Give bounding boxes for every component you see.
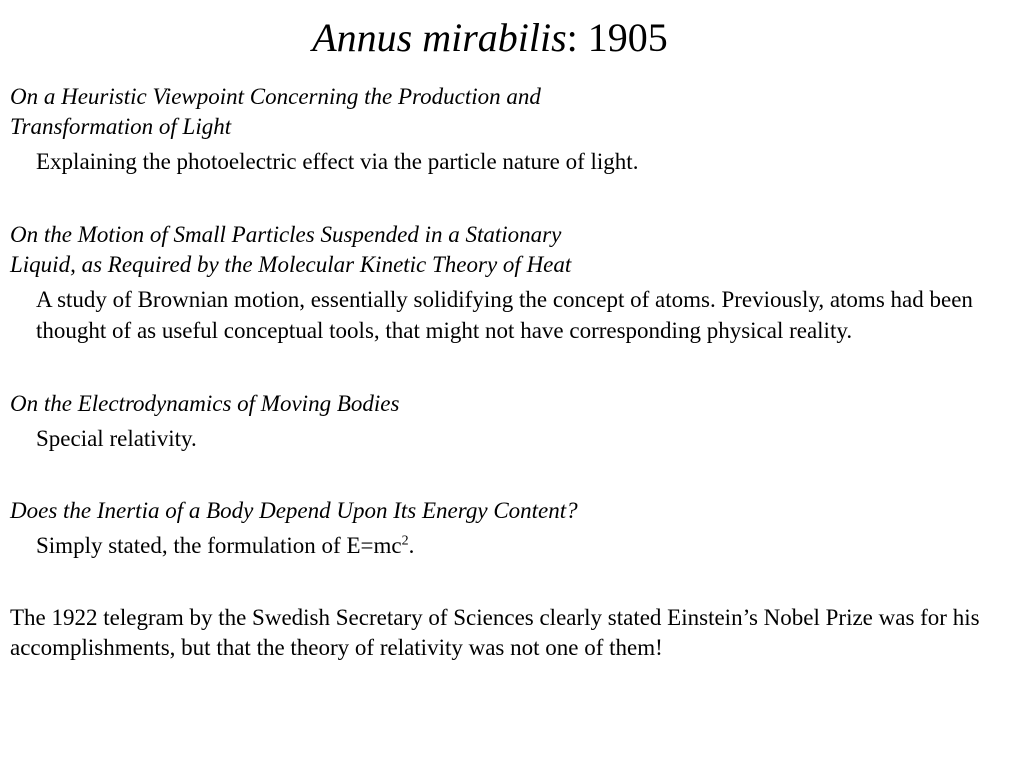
paper-description: Special relativity. xyxy=(36,426,197,451)
equation-text: Simply stated, the formulation of E=mc xyxy=(36,533,402,558)
spacer xyxy=(10,454,1018,496)
equation-period: . xyxy=(408,533,415,558)
spacer xyxy=(10,561,1018,603)
slide-content xyxy=(10,82,1018,663)
paper-item xyxy=(10,220,1018,346)
slide-title xyxy=(0,14,980,62)
equation-exponent: 2 xyxy=(401,533,409,549)
slide-title-main: Annus mirabilis xyxy=(312,15,567,60)
paper-item xyxy=(10,496,1018,561)
paper-description xyxy=(36,530,1018,561)
paper-title xyxy=(10,389,1018,419)
slide-title-year: : 1905 xyxy=(566,15,668,60)
paper-description: Explaining the photoelectric effect via the particle nature of light. xyxy=(36,149,639,174)
paper-title-line: On the Motion of Small Particles Suspended in a Stationary xyxy=(10,222,562,247)
paper-title xyxy=(10,82,1018,142)
paper-title-line: On a Heuristic Viewpoint Concerning the Production and xyxy=(10,84,541,109)
paper-title xyxy=(10,496,1018,526)
footer-note: The 1922 telegram by the Swedish Secretary of Sciences clearly stated Einstein’s Nobel Prize was for his accomplishments, but that the theory of relativity was not one of them! xyxy=(10,605,980,660)
paper-title-line: Transformation of Light xyxy=(10,114,232,139)
paper-title-line: Does the Inertia of a Body Depend Upon Its Energy Content? xyxy=(10,498,578,523)
paper-title xyxy=(10,220,1018,280)
paper-title-line: Liquid, as Required by the Molecular Kinetic Theory of Heat xyxy=(10,252,572,277)
paper-title-line: On the Electrodynamics of Moving Bodies xyxy=(10,391,400,416)
spacer xyxy=(10,177,1018,220)
spacer xyxy=(10,346,1018,389)
paper-item xyxy=(10,82,1018,177)
paper-item xyxy=(10,389,1018,454)
paper-description: A study of Brownian motion, essentially solidifying the concept of atoms. Previously, atoms had been thought of as useful conceptual tools, that might not have corresponding physical reality. xyxy=(36,287,973,343)
